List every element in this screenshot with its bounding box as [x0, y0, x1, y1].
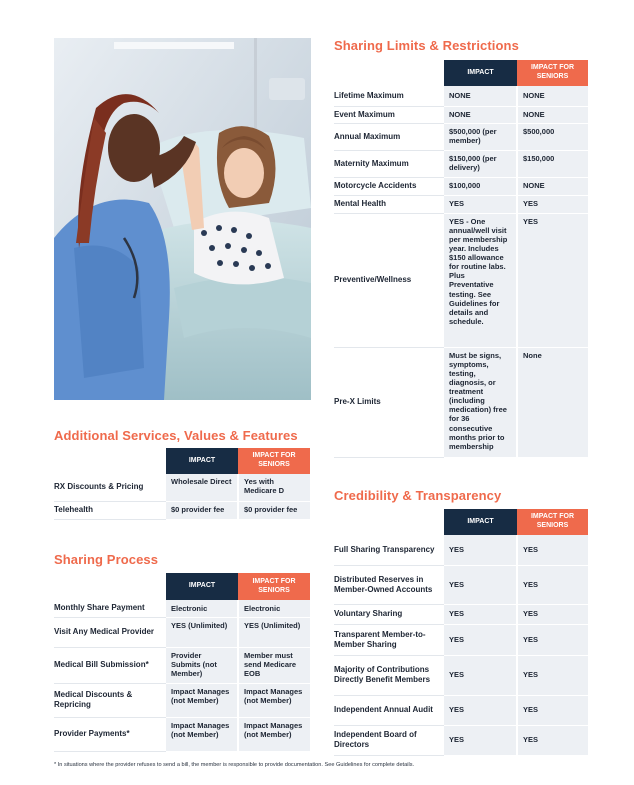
seniors-value: $0 provider fee [238, 501, 310, 519]
row-label: Motorcycle Accidents [334, 177, 444, 195]
table-row [54, 717, 310, 751]
row-label: Mental Health [334, 195, 444, 213]
additional-section-title: Additional Services, Values & Features [54, 428, 298, 443]
seniors-value: YES [517, 725, 588, 755]
seniors-value: YES [517, 695, 588, 725]
row-label: Annual Maximum [334, 123, 444, 150]
impact-value: YES [444, 624, 517, 655]
seniors-value: NONE [517, 86, 588, 106]
header-impact-seniors: IMPACT FOR SENIORS [238, 573, 310, 600]
footnote: * In situations where the provider refuses to send a bill, the member is responsible to provide documentation. See Guidelines for complete details. [54, 762, 415, 768]
table-row [54, 474, 310, 501]
header-blank [54, 573, 166, 600]
row-label: RX Discounts & Pricing [54, 474, 166, 501]
table-row [334, 195, 588, 213]
row-label: Full Sharing Transparency [334, 535, 444, 565]
impact-value: YES (Unlimited) [166, 617, 238, 647]
table-row [54, 617, 310, 647]
seniors-value: YES [517, 604, 588, 624]
seniors-value: YES [517, 655, 588, 695]
table-row [54, 501, 310, 519]
impact-value: $500,000 (per member) [444, 123, 517, 150]
row-label: Event Maximum [334, 106, 444, 123]
header-blank [54, 448, 166, 474]
header-impact: IMPACT [444, 60, 517, 86]
impact-value: YES [444, 535, 517, 565]
row-label: Lifetime Maximum [334, 86, 444, 106]
header-impact-seniors: IMPACT FOR SENIORS [517, 60, 588, 86]
table-row [334, 106, 588, 123]
table-row [334, 655, 588, 695]
credibility-table [334, 509, 588, 756]
seniors-value: YES (Unlimited) [238, 617, 310, 647]
seniors-value: YES [517, 535, 588, 565]
seniors-value: $500,000 [517, 123, 588, 150]
table-row [334, 213, 588, 347]
header-impact: IMPACT [166, 448, 238, 474]
impact-value: NONE [444, 106, 517, 123]
seniors-value: NONE [517, 106, 588, 123]
impact-value: YES - One annual/well visit per membership year. Includes $150 allowance for routine labs. Plus Preventative testing. See Guidelines for details and schedule. [444, 213, 517, 347]
impact-value: NONE [444, 86, 517, 106]
impact-value: $150,000 (per delivery) [444, 150, 517, 177]
table-row [54, 600, 310, 617]
header-impact-seniors: IMPACT FOR SENIORS [238, 448, 310, 474]
seniors-value: NONE [517, 177, 588, 195]
table-row [334, 535, 588, 565]
additional-table [54, 448, 310, 520]
row-label: Independent Annual Audit [334, 695, 444, 725]
impact-value: YES [444, 725, 517, 755]
table-row [334, 725, 588, 755]
row-label: Telehealth [54, 501, 166, 519]
impact-value: YES [444, 655, 517, 695]
row-label: Independent Board of Directors [334, 725, 444, 755]
seniors-value: Electronic [238, 600, 310, 617]
impact-value: Impact Manages (not Member) [166, 683, 238, 717]
table-row [334, 177, 588, 195]
row-label: Monthly Share Payment [54, 600, 166, 617]
row-label: Preventive/Wellness [334, 213, 444, 347]
seniors-value: YES [517, 213, 588, 347]
header-impact-seniors: IMPACT FOR SENIORS [517, 509, 588, 535]
seniors-value: Impact Manages (not Member) [238, 683, 310, 717]
limits-section-title: Sharing Limits & Restrictions [334, 38, 519, 53]
impact-value: $0 provider fee [166, 501, 238, 519]
row-label: Voluntary Sharing [334, 604, 444, 624]
impact-value: YES [444, 565, 517, 604]
table-row [334, 624, 588, 655]
table-row [334, 123, 588, 150]
row-label: Distributed Reserves in Member-Owned Accounts [334, 565, 444, 604]
seniors-value: YES [517, 565, 588, 604]
impact-value: YES [444, 195, 517, 213]
impact-value: Electronic [166, 600, 238, 617]
impact-value: $100,000 [444, 177, 517, 195]
seniors-value: Impact Manages (not Member) [238, 717, 310, 751]
limits-table [334, 60, 588, 458]
seniors-value: YES [517, 195, 588, 213]
header-impact: IMPACT [166, 573, 238, 600]
process-section-title: Sharing Process [54, 552, 159, 567]
table-row [334, 347, 588, 457]
nurse-and-child-photo [54, 38, 311, 400]
seniors-value: Member must send Medicare EOB [238, 647, 310, 683]
row-label: Pre-X Limits [334, 347, 444, 457]
row-label: Provider Payments* [54, 717, 166, 751]
seniors-value: YES [517, 624, 588, 655]
process-table [54, 573, 310, 752]
impact-value: YES [444, 604, 517, 624]
table-row [54, 683, 310, 717]
header-blank [334, 509, 444, 535]
impact-value: YES [444, 695, 517, 725]
table-row [334, 565, 588, 604]
row-label: Medical Bill Submission* [54, 647, 166, 683]
header-blank [334, 60, 444, 86]
table-row [334, 604, 588, 624]
seniors-value: Yes with Medicare D [238, 474, 310, 501]
table-row [54, 647, 310, 683]
row-label: Majority of Contributions Directly Benefit Members [334, 655, 444, 695]
seniors-value: None [517, 347, 588, 457]
impact-value: Provider Submits (not Member) [166, 647, 238, 683]
table-row [334, 150, 588, 177]
credibility-section-title: Credibility & Transparency [334, 488, 502, 503]
impact-value: Wholesale Direct [166, 474, 238, 501]
impact-value: Impact Manages (not Member) [166, 717, 238, 751]
seniors-value: $150,000 [517, 150, 588, 177]
row-label: Maternity Maximum [334, 150, 444, 177]
row-label: Visit Any Medical Provider [54, 617, 166, 647]
table-row [334, 86, 588, 106]
table-row [334, 695, 588, 725]
header-impact: IMPACT [444, 509, 517, 535]
impact-value: Must be signs, symptoms, testing, diagnosis, or treatment (including medication) free for 36 consecutive months prior to membership [444, 347, 517, 457]
row-label: Medical Discounts & Repricing [54, 683, 166, 717]
row-label: Transparent Member-to-Member Sharing [334, 624, 444, 655]
